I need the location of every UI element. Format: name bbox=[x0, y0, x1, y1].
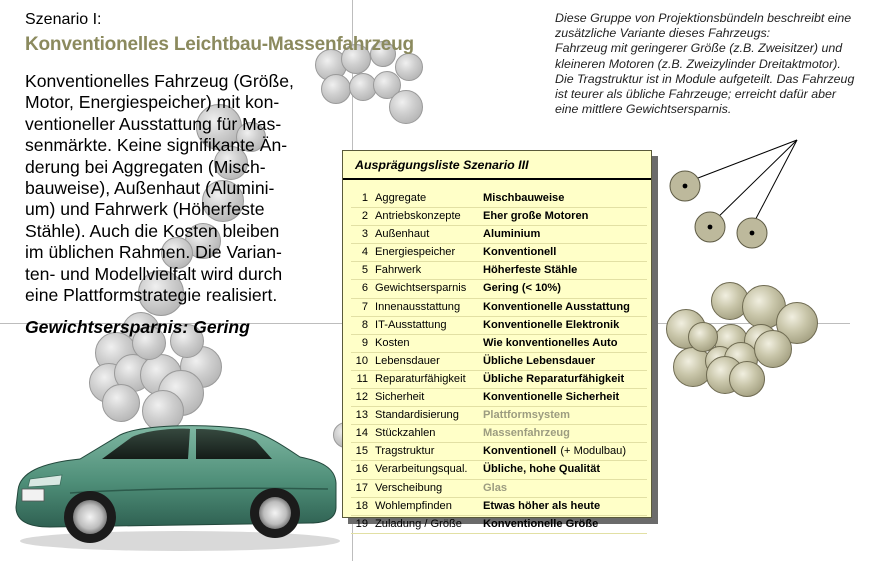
row-value-cell bbox=[483, 461, 600, 478]
row-value-cell bbox=[483, 299, 630, 316]
row-value: Aluminium bbox=[483, 228, 541, 241]
row-value: Konventionelle Elektronik bbox=[483, 318, 620, 331]
description-line: um) und Fahrwerk (Höherfeste bbox=[25, 199, 265, 220]
row-number: 7 bbox=[361, 300, 368, 313]
row-value-cell bbox=[483, 262, 577, 279]
row-number: 9 bbox=[361, 336, 368, 349]
row-attribute: Kosten bbox=[375, 336, 410, 349]
row-value: Konventionelle Ausstattung bbox=[483, 300, 630, 313]
list-item bbox=[351, 353, 647, 371]
row-value-cell bbox=[483, 226, 540, 243]
note-line: zusätzliche Variante dieses Fahrzeugs: bbox=[555, 26, 771, 41]
row-attribute: Innenausstattung bbox=[375, 300, 461, 313]
row-value: Plattformsystem bbox=[483, 409, 570, 422]
row-number: 14 bbox=[355, 427, 368, 440]
row-attribute: Verarbeitungsqual. bbox=[375, 463, 468, 476]
description-line: eine Plattformstrategie realisiert. bbox=[25, 285, 278, 306]
row-number: 18 bbox=[355, 499, 368, 512]
list-item bbox=[351, 498, 647, 516]
description-line: im üblichen Rahmen. Die Varian- bbox=[25, 242, 282, 263]
row-number: 12 bbox=[355, 391, 368, 404]
description-line: bauweise), Außenhaut (Alumini- bbox=[25, 178, 275, 199]
row-number: 3 bbox=[361, 228, 368, 241]
variant-note bbox=[555, 11, 890, 117]
row-value-cell bbox=[483, 280, 561, 297]
row-attribute: Reparaturfähigkeit bbox=[375, 372, 466, 385]
list-item bbox=[351, 262, 647, 280]
row-value-cell bbox=[483, 244, 556, 261]
row-value: Mischbauweise bbox=[483, 192, 565, 204]
row-value: Konventionelle Sicherheit bbox=[483, 391, 620, 404]
row-value: Wie konventionelles Auto bbox=[483, 336, 618, 349]
list-item bbox=[351, 226, 647, 244]
row-number: 4 bbox=[361, 246, 368, 259]
row-attribute: Aggregate bbox=[375, 192, 427, 204]
description-line: ventioneller Ausstattung für Mas- bbox=[25, 113, 282, 134]
list-item bbox=[351, 371, 647, 389]
characteristics-panel bbox=[342, 150, 652, 530]
row-attribute: Tragstruktur bbox=[375, 445, 435, 458]
row-number: 11 bbox=[356, 372, 368, 385]
list-item bbox=[351, 190, 647, 208]
row-value-cell bbox=[483, 190, 564, 207]
row-value-cell bbox=[483, 516, 598, 533]
row-value-cell bbox=[483, 425, 570, 442]
row-number: 1 bbox=[361, 192, 368, 204]
list-item bbox=[351, 280, 647, 298]
row-value: Massenfahrzeug bbox=[483, 427, 570, 440]
description-line: Motor, Energiespeicher) mit kon- bbox=[25, 92, 280, 113]
row-attribute: Stückzahlen bbox=[375, 427, 436, 440]
row-attribute: Wohlempfinden bbox=[375, 499, 452, 512]
list-item bbox=[351, 244, 647, 262]
row-value-cell bbox=[483, 208, 588, 225]
row-number: 13 bbox=[355, 409, 368, 422]
weight-savings-summary: Gewichtsersparnis: Gering bbox=[25, 317, 250, 337]
row-number: 17 bbox=[355, 481, 368, 494]
row-attribute: Antriebskonzepte bbox=[375, 210, 461, 223]
characteristics-list bbox=[351, 190, 647, 534]
row-value-cell bbox=[483, 317, 619, 334]
row-number: 15 bbox=[355, 445, 368, 458]
row-attribute: Lebensdauer bbox=[375, 354, 440, 367]
description-line: derung bei Aggregaten (Misch- bbox=[25, 156, 266, 177]
car-image bbox=[10, 395, 345, 555]
row-value: Gering (< 10%) bbox=[483, 282, 561, 295]
description-line: senmärkte. Keine signifikante Än- bbox=[25, 135, 288, 156]
description-line: Konventionelles Fahrzeug (Größe, bbox=[25, 71, 294, 91]
row-value: Höherfeste Stähle bbox=[483, 264, 578, 277]
list-item bbox=[351, 461, 647, 479]
row-number: 8 bbox=[361, 318, 368, 331]
page-title: Konventionelles Leichtbau-Massenfahrzeug bbox=[25, 34, 414, 55]
list-item bbox=[351, 407, 647, 425]
list-item bbox=[351, 317, 647, 335]
row-value-extra: (+ Modulbau) bbox=[560, 445, 627, 458]
row-number: 16 bbox=[355, 463, 368, 476]
row-value: Konventionell bbox=[483, 445, 557, 458]
list-item bbox=[351, 480, 647, 498]
note-line: Die Tragstruktur ist in Module aufgeteilt. Das Fahrzeug bbox=[555, 71, 855, 86]
row-attribute: Zuladung / Größe bbox=[375, 517, 462, 530]
row-value: Etwas höher als heute bbox=[483, 499, 601, 512]
description-line: Stähle). Auch die Kosten bleiben bbox=[25, 220, 280, 241]
row-value-cell bbox=[483, 443, 626, 460]
row-value: Eher große Motoren bbox=[483, 210, 589, 223]
row-attribute: Fahrwerk bbox=[375, 264, 422, 277]
row-value-cell bbox=[483, 480, 507, 497]
row-attribute: Gewichtsersparnis bbox=[375, 282, 467, 295]
list-item bbox=[351, 389, 647, 407]
note-line: kleineren Motoren (z.B. Zweizylinder Dreitaktmotor). bbox=[555, 56, 841, 71]
note-line: ist teurer als übliche Fahrzeuge; erreicht dafür aber bbox=[555, 87, 836, 102]
row-value-cell bbox=[483, 353, 595, 370]
row-number: 6 bbox=[361, 282, 368, 295]
list-item bbox=[351, 208, 647, 226]
row-value-cell bbox=[483, 389, 619, 406]
panel-title: Ausprägungsliste Szenario III bbox=[355, 158, 529, 172]
row-value: Konventionelle Größe bbox=[483, 517, 599, 530]
note-line: eine mittlere Gewichtsersparnis. bbox=[555, 102, 732, 117]
row-attribute: Standardisierung bbox=[375, 409, 459, 422]
row-value: Übliche Lebensdauer bbox=[483, 354, 596, 367]
row-value: Glas bbox=[483, 481, 508, 494]
scenario-description bbox=[25, 71, 325, 306]
row-value: Übliche Reparaturfähigkeit bbox=[483, 372, 625, 385]
row-attribute: Außenhaut bbox=[375, 228, 430, 241]
row-number: 19 bbox=[355, 517, 368, 530]
list-item bbox=[351, 443, 647, 461]
list-item bbox=[351, 335, 647, 353]
list-item bbox=[351, 425, 647, 443]
note-line: Fahrzeug mit geringerer Größe (z.B. Zweisitzer) und bbox=[555, 41, 843, 56]
row-attribute: Verscheibung bbox=[375, 481, 443, 494]
scenario-label: Szenario I: bbox=[25, 11, 102, 28]
row-attribute: IT-Ausstattung bbox=[375, 318, 447, 331]
list-item bbox=[351, 516, 647, 534]
row-value: Konventionell bbox=[483, 246, 557, 259]
description-line: ten- und Modellvielfalt wird durch bbox=[25, 263, 283, 284]
note-line: Diese Gruppe von Projektionsbündeln beschreibt eine bbox=[555, 11, 852, 25]
row-attribute: Energiespeicher bbox=[375, 246, 456, 259]
row-number: 5 bbox=[361, 264, 368, 277]
row-value-cell bbox=[483, 371, 624, 388]
row-value: Übliche, hohe Qualität bbox=[483, 463, 601, 476]
list-item bbox=[351, 299, 647, 317]
row-number: 2 bbox=[361, 210, 368, 223]
row-number: 10 bbox=[355, 354, 368, 367]
row-value-cell bbox=[483, 498, 600, 515]
panel-divider bbox=[343, 178, 651, 180]
row-value-cell bbox=[483, 335, 617, 352]
row-value-cell bbox=[483, 407, 570, 424]
row-attribute: Sicherheit bbox=[375, 391, 425, 404]
